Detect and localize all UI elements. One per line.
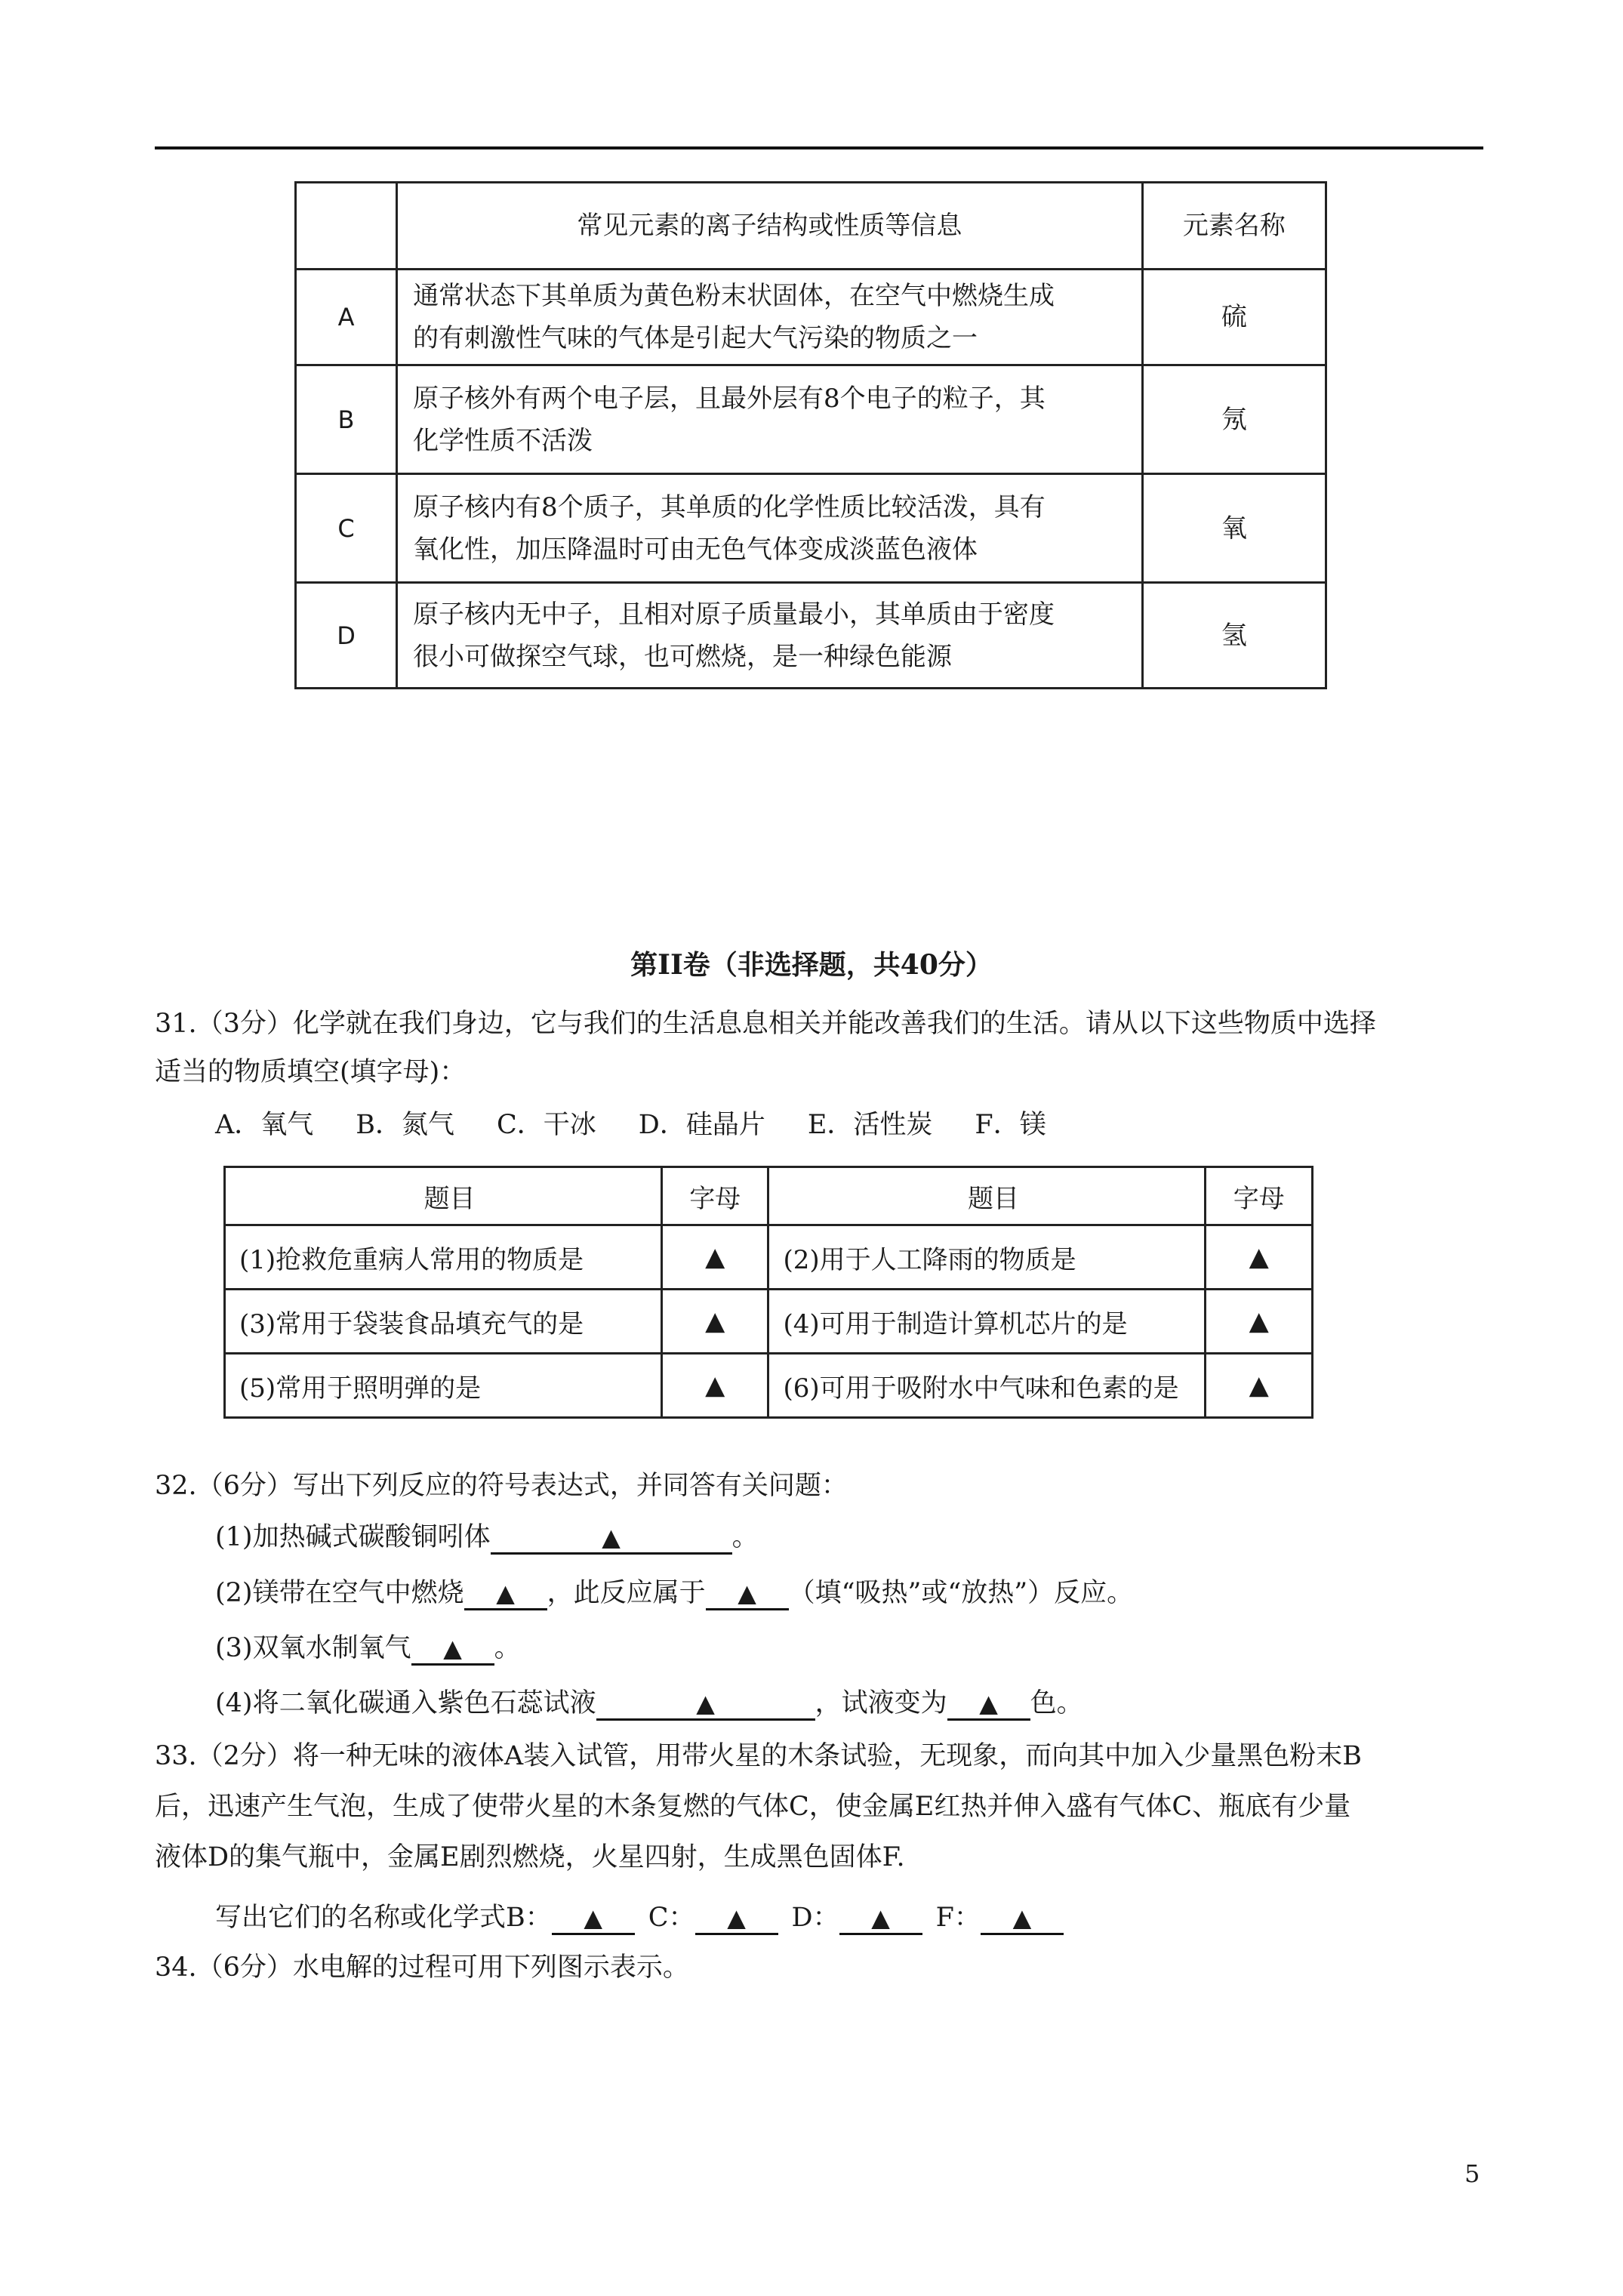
- element-info-table: [294, 181, 1327, 689]
- table-row: (3)常用于袋装食品填充气的是 ▲ (4)可用于制造计算机芯片的是 ▲: [225, 1290, 1313, 1354]
- answer-blank[interactable]: ▲: [491, 1522, 732, 1555]
- q32-head: 32.（6分）写出下列反应的符号表达式，并同答有关问题：: [155, 1471, 848, 1501]
- answer-blank[interactable]: ▲: [695, 1903, 778, 1935]
- row-info: 原子核外有两个电子层，且最外层有8个电子的粒子，其 化学性质不活泼: [397, 365, 1143, 474]
- table-row: [296, 583, 1326, 689]
- q32-item1: (1)加热碱式碳酸铜吲体 ▲ 。: [215, 1516, 759, 1555]
- answer-blank[interactable]: ▲: [661, 1225, 768, 1290]
- answer-blank[interactable]: ▲: [1206, 1225, 1313, 1290]
- option-a: A．氧气: [215, 1110, 314, 1140]
- row-label: D: [296, 583, 397, 689]
- q33-line3: 液体D的集气瓶中，金属E剧烈燃烧，火星四射，生成黑色固体F.: [155, 1842, 905, 1872]
- answer-blank[interactable]: ▲: [552, 1903, 635, 1935]
- table-row: (1)抢救危重病人常用的物质是 ▲ (2)用于人工降雨的物质是 ▲: [225, 1225, 1313, 1290]
- row-label: C: [296, 474, 397, 583]
- table-header-row: [296, 183, 1326, 270]
- table-header-row: 题目 字母 题目 字母: [225, 1167, 1313, 1225]
- row-label: A: [296, 270, 397, 365]
- table-row: [296, 365, 1326, 474]
- header-info: 常见元素的离子结构或性质等信息: [397, 183, 1143, 270]
- q31-line1: 31.（3分）化学就在我们身边，它与我们的生活息息相关并能改善我们的生活。请从以下这些物质中选择: [155, 1009, 1376, 1039]
- answer-blank[interactable]: ▲: [706, 1578, 789, 1610]
- option-f: F．镁: [975, 1110, 1046, 1140]
- answer-blank[interactable]: ▲: [1206, 1290, 1313, 1354]
- answer-blank[interactable]: ▲: [981, 1903, 1064, 1935]
- answer-blank[interactable]: ▲: [661, 1354, 768, 1418]
- q32-item3: (3)双氧水制氧气 ▲ 。: [215, 1627, 521, 1666]
- header-name: 元素名称: [1142, 183, 1326, 270]
- q31-line2: 适当的物质填空(填字母)：: [155, 1057, 467, 1087]
- row-info: 通常状态下其单质为黄色粉末状固体，在空气中燃烧生成 的有刺激性气味的气体是引起大气污染的物质之一: [397, 270, 1143, 365]
- answer-blank[interactable]: ▲: [596, 1688, 815, 1721]
- answer-blank[interactable]: ▲: [411, 1633, 494, 1666]
- answer-blank[interactable]: ▲: [1206, 1354, 1313, 1418]
- answer-blank[interactable]: ▲: [839, 1903, 922, 1935]
- top-rule: [155, 146, 1483, 149]
- option-d: D．硅晶片: [638, 1110, 765, 1140]
- row-info: 原子核内无中子，且相对原子质量最小，其单质由于密度 很小可做探空气球，也可燃烧，是一种绿色能源: [397, 583, 1143, 689]
- option-e: E．活性炭: [807, 1110, 933, 1140]
- answer-blank[interactable]: ▲: [464, 1578, 547, 1610]
- option-c: C．干冰: [497, 1110, 596, 1140]
- q33-line2: 后，迅速产生气泡，生成了使带火星的木条复燃的气体C，使金属E红热并伸入盛有气体C、瓶底有少量: [155, 1792, 1351, 1822]
- answer-blank[interactable]: ▲: [947, 1688, 1030, 1721]
- row-name: 硫: [1142, 270, 1326, 365]
- q31-answer-table: [223, 1166, 1313, 1419]
- q32-item2: (2)镁带在空气中燃烧 ▲ ，此反应属于 ▲ （填“吸热”或“放热”）反应。: [215, 1572, 1133, 1610]
- table-row: [296, 270, 1326, 365]
- row-name: 氖: [1142, 365, 1326, 474]
- q33-answers: 写出它们的名称或化学式B： ▲ C： ▲ D： ▲ F： ▲: [215, 1897, 1064, 1935]
- row-label: B: [296, 365, 397, 474]
- row-name: 氢: [1142, 583, 1326, 689]
- row-name: 氧: [1142, 474, 1326, 583]
- q32-item4: (4)将二氧化碳通入紫色石蕊试液 ▲ ，试液变为 ▲ 色。: [215, 1682, 1083, 1721]
- page-number: 5: [1464, 2159, 1480, 2188]
- answer-blank[interactable]: ▲: [661, 1290, 768, 1354]
- row-info: 原子核内有8个质子，其单质的化学性质比较活泼，具有 氧化性，加压降温时可由无色气体变成淡蓝色液体: [397, 474, 1143, 583]
- option-b: B．氮气: [356, 1110, 455, 1140]
- table-row: [296, 474, 1326, 583]
- table-row: (5)常用于照明弹的是 ▲ (6)可用于吸附水中气味和色素的是 ▲: [225, 1354, 1313, 1418]
- q33-line1: 33.（2分）将一种无味的液体A装入试管，用带火星的木条试验，无现象，而向其中加入少量黑色粉末B: [155, 1741, 1362, 1771]
- q31-options: [215, 1104, 1089, 1142]
- section-title: 第II卷（非选择题，共40分）: [630, 949, 993, 981]
- q34-line: 34.（6分）水电解的过程可用下列图示表示。: [155, 1952, 689, 1983]
